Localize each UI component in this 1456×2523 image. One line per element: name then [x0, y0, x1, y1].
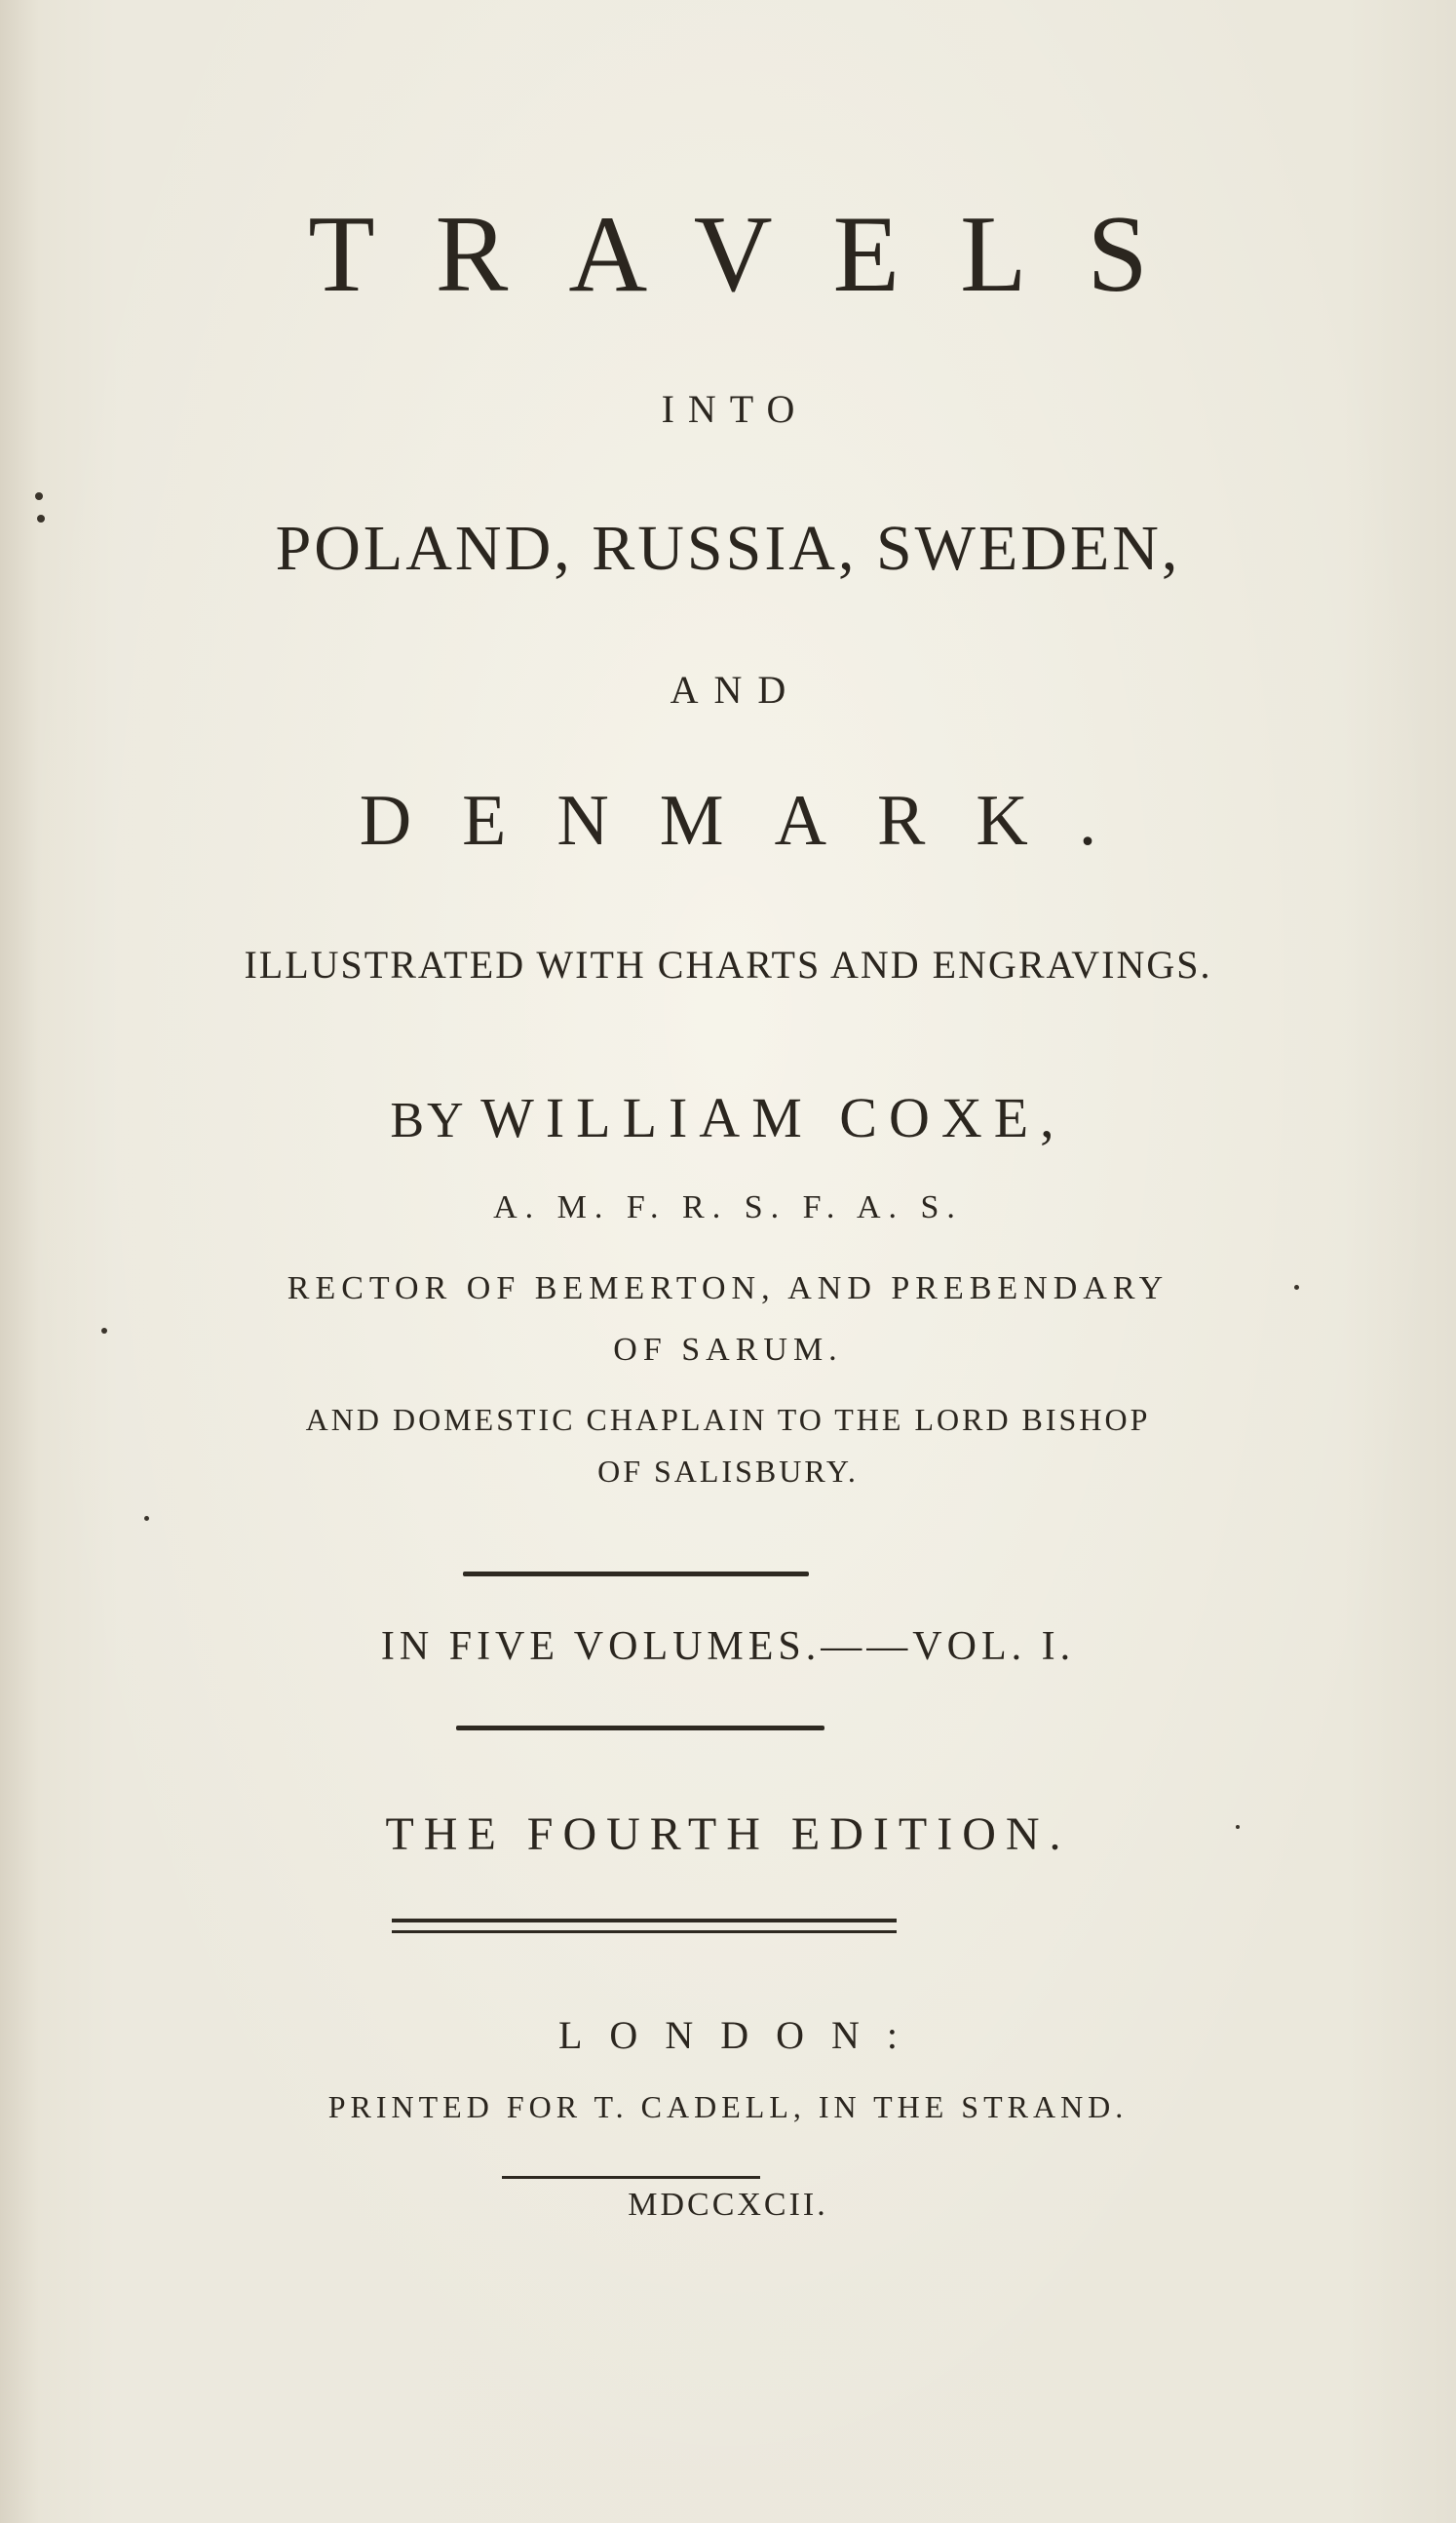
author-line — [0, 1086, 1456, 1149]
paper-speck — [1294, 1285, 1299, 1290]
double-rule-top — [392, 1919, 897, 1922]
paper-speck — [144, 1516, 149, 1521]
divider-rule-2 — [456, 1726, 824, 1730]
double-rule-bottom — [392, 1930, 897, 1933]
salisbury-line: OF SALISBURY. — [597, 1454, 859, 1489]
paper-speck — [1236, 1825, 1240, 1829]
rector-line: RECTOR OF BEMERTON, AND PREBENDARY — [287, 1270, 1169, 1306]
edition-line: THE FOURTH EDITION. — [385, 1808, 1071, 1860]
author-degrees: A. M. F. R. S. F. A. S. — [493, 1189, 963, 1225]
into-line: INTO — [661, 387, 809, 431]
sarum-line: OF SARUM. — [613, 1332, 843, 1368]
countries-line: POLAND, RUSSIA, SWEDEN, — [275, 513, 1181, 584]
and-line: AND — [670, 668, 802, 712]
volumes-line: IN FIVE VOLUMES.——VOL. I. — [380, 1624, 1076, 1669]
illustrated-line: ILLUSTRATED WITH CHARTS AND ENGRAVINGS. — [244, 943, 1212, 987]
chaplain-line: AND DOMESTIC CHAPLAIN TO THE LORD BISHOP — [305, 1402, 1151, 1437]
book-title: TRAVELS — [308, 194, 1208, 315]
divider-rule-1 — [463, 1572, 809, 1576]
by-word: BY — [390, 1093, 467, 1148]
paper-speck — [101, 1328, 107, 1334]
denmark-line: DENMARK. — [359, 781, 1148, 861]
printer-line: PRINTED FOR T. CADELL, IN THE STRAND. — [327, 2089, 1129, 2124]
paper-speck — [35, 492, 43, 500]
year-line: MDCCXCII. — [628, 2187, 828, 2223]
city-line: LONDON: — [558, 2013, 925, 2057]
author-name: WILLIAM COXE, — [480, 1086, 1066, 1149]
year-overline — [502, 2176, 760, 2179]
paper-speck — [37, 515, 45, 523]
